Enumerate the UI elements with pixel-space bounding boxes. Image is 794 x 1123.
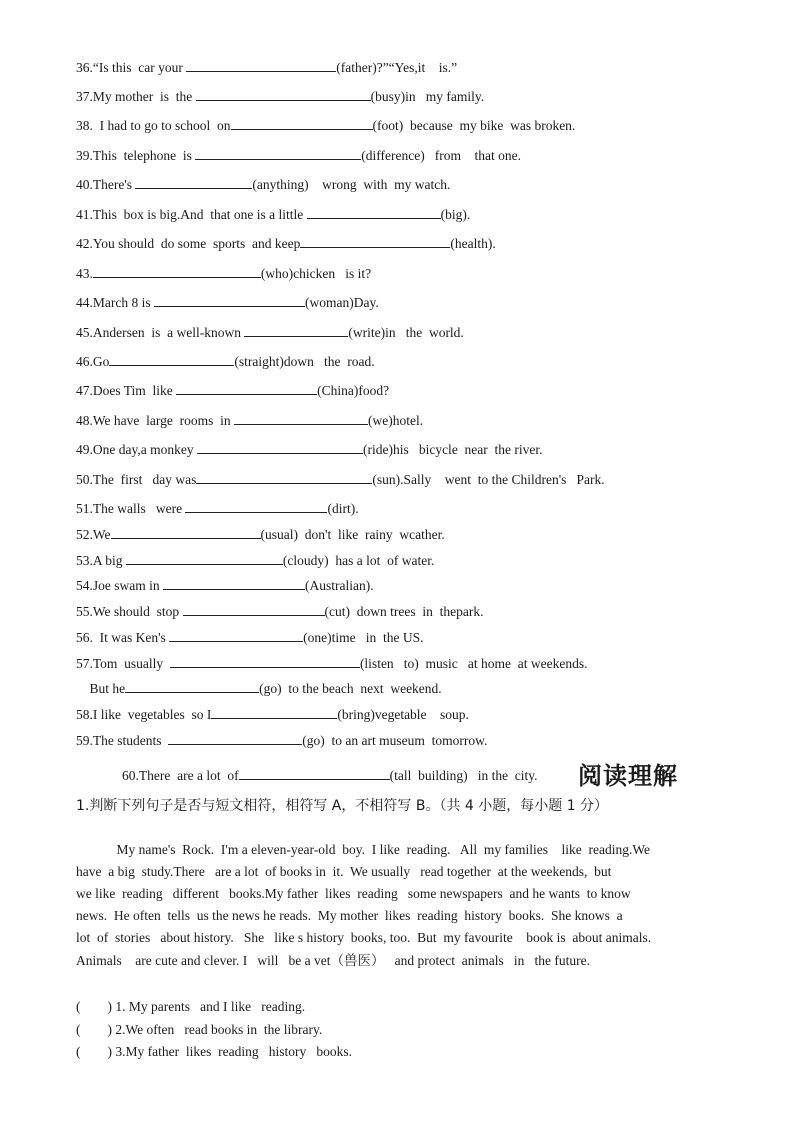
answer-blank[interactable] — [170, 654, 360, 668]
question-47 — [76, 381, 389, 400]
answer-blank[interactable] — [111, 525, 261, 539]
question-hint: (we)hotel. — [368, 413, 424, 428]
question-hint: (write)in the world. — [348, 325, 464, 340]
question-41 — [76, 205, 470, 224]
question-55 — [76, 602, 484, 621]
answer-blank[interactable] — [109, 352, 234, 366]
question-45 — [76, 323, 464, 342]
question-hint: (big). — [440, 207, 471, 222]
question-42 — [76, 234, 496, 253]
question-text: But he — [76, 681, 126, 696]
question-hint: (go) to an art museum tomorrow. — [302, 733, 488, 748]
question-text: 40.There's — [76, 177, 136, 192]
question-text: 38. I had to go to school on — [76, 118, 231, 133]
passage-line: have a big study.There are a lot of books in it. We usually read together at the weekends, but — [76, 864, 612, 879]
question-text: 46.Go — [76, 354, 110, 369]
question-43 — [76, 264, 371, 283]
question-text: 49.One day,a monkey — [76, 442, 197, 457]
question-53 — [76, 551, 434, 570]
question-59 — [76, 731, 487, 750]
question-hint: (who)chicken is it? — [260, 266, 372, 281]
question-38 — [76, 116, 575, 135]
answer-blank[interactable] — [176, 381, 317, 395]
question-hint: (health). — [450, 236, 496, 251]
question-36 — [76, 58, 457, 77]
question-46 — [76, 352, 375, 371]
question-text: 56. It was Ken's — [76, 630, 170, 645]
tf-item-1[interactable]: ( ) 1. My parents and I like reading. — [76, 999, 306, 1014]
question-text: 59.The students — [76, 733, 169, 748]
question-hint: (go) to the beach next weekend. — [259, 681, 442, 696]
question-hint: (anything) wrong with my watch. — [252, 177, 451, 192]
question-text: 36.“Is this car your — [76, 60, 187, 75]
question-44 — [76, 293, 379, 312]
answer-blank[interactable] — [195, 146, 361, 160]
answer-blank[interactable] — [239, 766, 390, 780]
answer-blank[interactable] — [125, 679, 259, 693]
answer-blank[interactable] — [300, 234, 450, 248]
question-text: 43. — [76, 266, 93, 281]
question-50 — [76, 470, 605, 489]
answer-blank[interactable] — [234, 411, 368, 425]
question-text: 54.Joe swam in — [76, 578, 163, 593]
question-text: 48.We have large rooms in — [76, 413, 234, 428]
question-text: 37.My mother is the — [76, 89, 196, 104]
question-49 — [76, 440, 543, 459]
passage-line: lot of stories about history. She like s history books, too. But my favourite book is about animals. — [76, 930, 652, 945]
passage-line: Animals are cute and clever. I will be a vet（兽医） and protect animals in the future. — [76, 953, 590, 968]
question-text: 39.This telephone is — [76, 148, 196, 163]
tf-item-2[interactable]: ( ) 2.We often read books in the library. — [76, 1022, 323, 1037]
question-57-part-2 — [76, 679, 442, 698]
question-text: 53.A big — [76, 553, 126, 568]
question-text: 45.Andersen is a well-known — [76, 325, 245, 340]
answer-blank[interactable] — [231, 116, 373, 130]
question-56 — [76, 628, 424, 647]
answer-blank[interactable] — [168, 731, 302, 745]
question-54 — [76, 576, 374, 595]
question-hint: (straight)down the road. — [234, 354, 375, 369]
question-text: 60.There are a lot of — [122, 768, 239, 783]
question-text: 42.You should do some sports and keep — [76, 236, 301, 251]
passage-line: My name's Rock. I'm a eleven-year-old boy. I like reading. All my families like reading.We — [76, 842, 650, 857]
answer-blank[interactable] — [93, 264, 261, 278]
question-hint: (listen to) music at home at weekends. — [359, 656, 588, 671]
question-hint: (cut) down trees in thepark. — [324, 604, 484, 619]
question-39 — [76, 146, 521, 165]
section-heading: 阅读理解 — [578, 762, 678, 790]
question-60 — [122, 766, 538, 785]
question-hint: (tall building) in the city. — [389, 768, 538, 783]
answer-blank[interactable] — [211, 705, 337, 719]
question-text: 51.The walls were — [76, 501, 186, 516]
question-hint: (Australian). — [305, 578, 374, 593]
answer-blank[interactable] — [126, 551, 283, 565]
question-52 — [76, 525, 445, 544]
answer-blank[interactable] — [196, 470, 372, 484]
question-48 — [76, 411, 423, 430]
question-hint: (China)food? — [317, 383, 390, 398]
question-51 — [76, 499, 359, 518]
answer-blank[interactable] — [183, 602, 325, 616]
question-hint: (foot) because my bike was broken. — [372, 118, 576, 133]
passage-line: news. He often tells us the news he reads. My mother likes reading history books. She knows a — [76, 908, 623, 923]
question-hint: (busy)in my family. — [370, 89, 485, 104]
answer-blank[interactable] — [197, 440, 363, 454]
question-text: 44.March 8 is — [76, 295, 154, 310]
question-37 — [76, 87, 484, 106]
question-hint: (ride)his bicycle near the river. — [362, 442, 543, 457]
answer-blank[interactable] — [163, 576, 305, 590]
question-hint: (difference) from that one. — [361, 148, 522, 163]
answer-blank[interactable] — [196, 87, 371, 101]
question-hint: (cloudy) has a lot of water. — [282, 553, 435, 568]
answer-blank[interactable] — [186, 58, 336, 72]
answer-blank[interactable] — [244, 323, 348, 337]
question-hint: (dirt). — [327, 501, 359, 516]
question-hint: (bring)vegetable soup. — [337, 707, 469, 722]
answer-blank[interactable] — [307, 205, 441, 219]
question-40 — [76, 175, 450, 194]
question-hint: (father)?”“Yes,it is.” — [336, 60, 458, 75]
answer-blank[interactable] — [169, 628, 303, 642]
question-text: 52.We — [76, 527, 111, 542]
tf-item-3[interactable]: ( ) 3.My father likes reading history books. — [76, 1044, 352, 1059]
passage-line: we like reading different books.My father likes reading some newspapers and he wants to know — [76, 886, 631, 901]
question-hint: (usual) don't like rainy wcather. — [260, 527, 445, 542]
question-57 — [76, 654, 588, 673]
question-text: 41.This box is big.And that one is a little — [76, 207, 307, 222]
question-hint: (sun).Sally went to the Children's Park. — [372, 472, 605, 487]
answer-blank[interactable] — [185, 499, 327, 513]
answer-blank[interactable] — [154, 293, 305, 307]
question-text: 58.I like vegetables so I — [76, 707, 212, 722]
question-text: 50.The first day was — [76, 472, 197, 487]
question-hint: (woman)Day. — [305, 295, 379, 310]
question-text: 47.Does Tim like — [76, 383, 177, 398]
question-hint: (one)time in the US. — [303, 630, 424, 645]
question-58 — [76, 705, 469, 724]
instruction-text: 1.判断下列句子是否与短文相符，相符写 A，不相符写 B。（共 4 小题，每小题 1 分） — [76, 798, 609, 814]
question-text: 55.We should stop — [76, 604, 183, 619]
answer-blank[interactable] — [135, 175, 252, 189]
question-text: 57.Tom usually — [76, 656, 170, 671]
